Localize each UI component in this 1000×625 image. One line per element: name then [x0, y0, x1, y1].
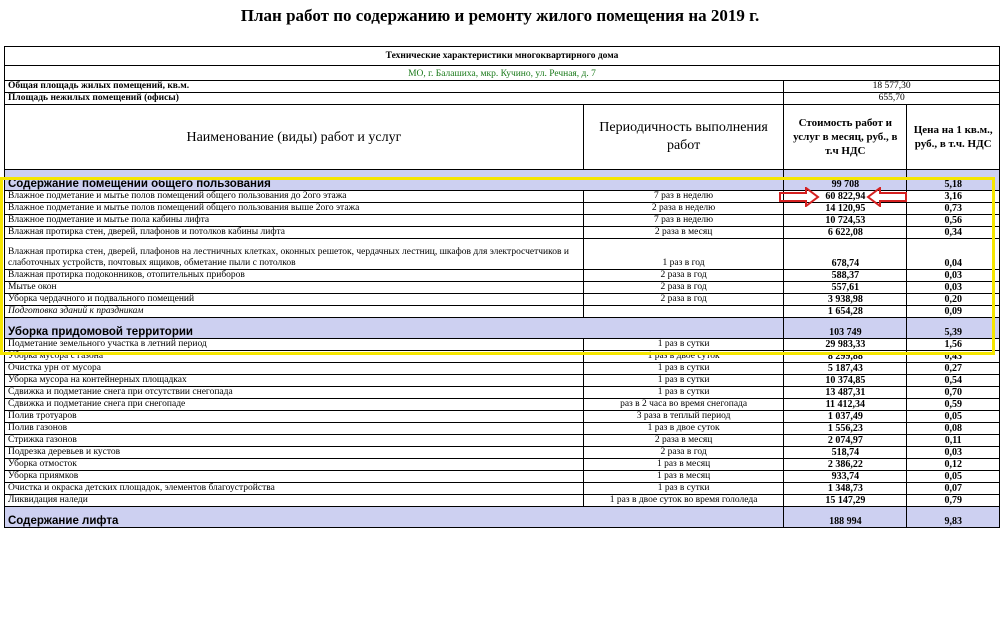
- work-price: 0,11: [907, 435, 1000, 447]
- work-name: Уборка мусора с газона: [5, 351, 584, 363]
- section-cost: 99 708: [784, 170, 907, 191]
- table-row: [5, 411, 1000, 423]
- work-cost: 2 074,97: [784, 435, 907, 447]
- work-price: 0,73: [907, 203, 1000, 215]
- left-arrow-icon: [778, 187, 820, 207]
- work-price: 0,56: [907, 215, 1000, 227]
- work-cost: 588,37: [784, 270, 907, 282]
- work-cost: 1 348,73: [784, 483, 907, 495]
- tech-title: Технические характеристики многоквартирного дома: [5, 47, 1000, 66]
- work-price: 0,70: [907, 387, 1000, 399]
- section-cost: 188 994: [784, 507, 907, 528]
- work-periodicity: 1 раз в год: [583, 239, 783, 270]
- work-name: Сдвижка и подметание снега при отсутствии снегопада: [5, 387, 584, 399]
- work-cost: 8 299,88: [784, 351, 907, 363]
- table-row: [5, 375, 1000, 387]
- table-row: [5, 203, 1000, 215]
- table-row: [5, 387, 1000, 399]
- work-price: 0,05: [907, 411, 1000, 423]
- work-periodicity: 2 раза в месяц: [583, 435, 783, 447]
- work-name: Влажная протирка стен, дверей, плафонов на лестничных клетках, оконных решеток, чердачных лестниц, шкафов для электросчетчиков и слаботочных устройств, почтовых ящиков, обметание пыли с потолков: [5, 239, 584, 270]
- work-name: Полив тротуаров: [5, 411, 584, 423]
- header-periodicity: Периодичность выполнения работ: [583, 105, 783, 170]
- work-name: Очистка урн от мусора: [5, 363, 584, 375]
- work-periodicity: 1 раз в месяц: [583, 471, 783, 483]
- right-arrow-icon: [866, 187, 908, 207]
- work-name: Ликвидация наледи: [5, 495, 584, 507]
- table-row: [5, 351, 1000, 363]
- work-price: 3,16: [907, 191, 1000, 203]
- work-periodicity: 2 раза в год: [583, 270, 783, 282]
- table-row: [5, 435, 1000, 447]
- work-name: Уборка чердачного и подвального помещений: [5, 294, 584, 306]
- work-cost: 678,74: [784, 239, 907, 270]
- work-price: 0,59: [907, 399, 1000, 411]
- tech-title-row: [5, 47, 1000, 66]
- table-row: [5, 227, 1000, 239]
- work-cost: 14 120,95: [784, 203, 907, 215]
- work-periodicity: 2 раза в месяц: [583, 227, 783, 239]
- work-cost: 2 386,22: [784, 459, 907, 471]
- work-name: Уборка мусора на контейнерных площадках: [5, 375, 584, 387]
- header-price: Цена на 1 кв.м., руб., в т.ч. НДС: [907, 105, 1000, 170]
- section-price: 9,83: [907, 507, 1000, 528]
- living-area-label: Общая площадь жилых помещений, кв.м.: [5, 81, 784, 93]
- work-price: 0,08: [907, 423, 1000, 435]
- nonliving-area-row: [5, 93, 1000, 105]
- work-periodicity: 1 раз в сутки: [583, 387, 783, 399]
- table-row: [5, 191, 1000, 203]
- work-periodicity: 1 раз в сутки: [583, 339, 783, 351]
- work-name: Сдвижка и подметание снега при снегопаде: [5, 399, 584, 411]
- table-row: [5, 363, 1000, 375]
- work-periodicity: 1 раз в двое суток во время гололеда: [583, 495, 783, 507]
- work-price: 0,09: [907, 306, 1000, 318]
- work-cost: 15 147,29: [784, 495, 907, 507]
- work-periodicity: 2 раза в год: [583, 282, 783, 294]
- address-row: [5, 66, 1000, 81]
- work-name: Влажная протирка стен, дверей, плафонов и потолков кабины лифта: [5, 227, 584, 239]
- work-periodicity: 1 раз в сутки: [583, 363, 783, 375]
- table-row: [5, 306, 1000, 318]
- work-periodicity: 2 раза в неделю: [583, 203, 783, 215]
- work-cost: 10 374,85: [784, 375, 907, 387]
- work-periodicity: 1 раз в двое суток: [583, 423, 783, 435]
- section-row: [5, 318, 1000, 339]
- work-cost: 518,74: [784, 447, 907, 459]
- work-periodicity: 1 раз в сутки: [583, 375, 783, 387]
- page-title: План работ по содержанию и ремонту жилого помещения на 2019 г.: [240, 6, 760, 25]
- work-cost: 3 938,98: [784, 294, 907, 306]
- work-name: Уборка приямков: [5, 471, 584, 483]
- work-cost: 1 037,49: [784, 411, 907, 423]
- section-price: 5,18: [907, 170, 1000, 191]
- work-periodicity: 2 раза в год: [583, 294, 783, 306]
- house-address: МО, г. Балашиха, мкр. Кучино, ул. Речная, д. 7: [5, 66, 1000, 81]
- work-periodicity: 1 раз в сутки: [583, 483, 783, 495]
- table-row: [5, 423, 1000, 435]
- table-row: [5, 447, 1000, 459]
- work-price: 0,03: [907, 447, 1000, 459]
- work-price: 0,03: [907, 282, 1000, 294]
- work-price: 0,07: [907, 483, 1000, 495]
- table-row: [5, 339, 1000, 351]
- work-name: Мытье окон: [5, 282, 584, 294]
- work-price: 0,79: [907, 495, 1000, 507]
- work-cost: 1 556,23: [784, 423, 907, 435]
- work-name: Влажное подметание и мытье полов помещений общего пользования выше 2ого этажа: [5, 203, 584, 215]
- work-periodicity: 1 раз в месяц: [583, 459, 783, 471]
- table-row: [5, 239, 1000, 270]
- work-cost: 5 187,43: [784, 363, 907, 375]
- header-cost: Стоимость работ и услуг в месяц, руб., в т.ч НДС: [784, 105, 907, 170]
- table-row: [5, 282, 1000, 294]
- work-name: Подрезка деревьев и кустов: [5, 447, 584, 459]
- table-row: [5, 399, 1000, 411]
- work-periodicity: [583, 306, 783, 318]
- work-price: 0,43: [907, 351, 1000, 363]
- living-area-row: [5, 81, 1000, 93]
- work-price: 0,12: [907, 459, 1000, 471]
- work-name: Влажное подметание и мытье полов помещений общего пользования до 2ого этажа: [5, 191, 584, 203]
- work-name: Уборка отмосток: [5, 459, 584, 471]
- table-row: [5, 471, 1000, 483]
- work-name: Полив газонов: [5, 423, 584, 435]
- nonliving-area-label: Площадь нежилых помещений (офисы): [5, 93, 784, 105]
- table-row: [5, 495, 1000, 507]
- work-cost: 60 822,94: [784, 191, 907, 203]
- section-cost: 103 749: [784, 318, 907, 339]
- header-row: [5, 105, 1000, 170]
- work-periodicity: 7 раз в неделю: [583, 215, 783, 227]
- work-cost: 6 622,08: [784, 227, 907, 239]
- work-name: Подметание земельного участка в летний период: [5, 339, 584, 351]
- table-row: [5, 215, 1000, 227]
- work-price: 0,05: [907, 471, 1000, 483]
- work-periodicity: 3 раза в теплый период: [583, 411, 783, 423]
- section-name: Содержание лифта: [5, 507, 784, 528]
- work-cost: 29 983,33: [784, 339, 907, 351]
- table-row: [5, 459, 1000, 471]
- work-price: 0,34: [907, 227, 1000, 239]
- work-name: Стрижка газонов: [5, 435, 584, 447]
- section-name: Уборка придомовой территории: [5, 318, 784, 339]
- nonliving-area-value: 655,70: [784, 93, 1000, 105]
- work-price: 0,03: [907, 270, 1000, 282]
- work-name: Подготовка зданий к праздникам: [5, 306, 584, 318]
- work-periodicity: 7 раз в неделю: [583, 191, 783, 203]
- work-plan-table: [4, 46, 1000, 528]
- work-periodicity: 1 раз в двое суток: [583, 351, 783, 363]
- work-price: 0,54: [907, 375, 1000, 387]
- work-price: 0,27: [907, 363, 1000, 375]
- section-row: [5, 507, 1000, 528]
- work-cost: 557,61: [784, 282, 907, 294]
- section-row: [5, 170, 1000, 191]
- table-row: [5, 270, 1000, 282]
- work-name: Влажное подметание и мытье пола кабины лифта: [5, 215, 584, 227]
- work-cost: 10 724,53: [784, 215, 907, 227]
- work-cost: 933,74: [784, 471, 907, 483]
- table-row: [5, 483, 1000, 495]
- work-name: Очистка и окраска детских площадок, элементов благоустройства: [5, 483, 584, 495]
- work-cost: 11 412,34: [784, 399, 907, 411]
- work-periodicity: раз в 2 часа во время снегопада: [583, 399, 783, 411]
- work-name: Влажная протирка подоконников, отопительных приборов: [5, 270, 584, 282]
- work-price: 0,04: [907, 239, 1000, 270]
- work-cost: 13 487,31: [784, 387, 907, 399]
- section-name: Содержание помещений общего пользования: [5, 170, 784, 191]
- table-row: [5, 294, 1000, 306]
- work-price: 0,20: [907, 294, 1000, 306]
- living-area-value: 18 577,30: [784, 81, 1000, 93]
- work-price: 1,56: [907, 339, 1000, 351]
- header-name: Наименование (виды) работ и услуг: [5, 105, 584, 170]
- work-cost: 1 654,28: [784, 306, 907, 318]
- work-periodicity: 2 раза в год: [583, 447, 783, 459]
- section-price: 5,39: [907, 318, 1000, 339]
